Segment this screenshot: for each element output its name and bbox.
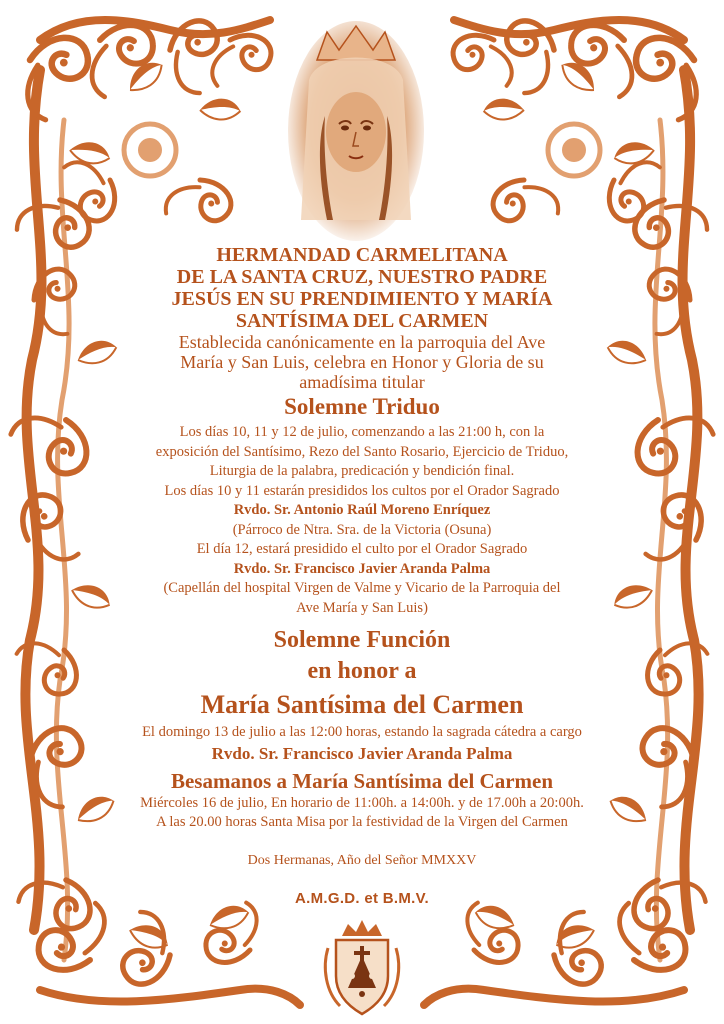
motto: A.M.G.D. et B.M.V. [294, 889, 430, 907]
triduo-line-9: (Capellán del hospital Virgen de Valme y Vicario de la Parroquia del [163, 580, 561, 596]
triduo-preacher-2: Rvdo. Sr. Francisco Javier Aranda Palma [233, 560, 491, 577]
funcion-heading-line-1: Solemne Función [273, 627, 451, 653]
funcion-preacher: Rvdo. Sr. Francisco Javier Aranda Palma [211, 743, 513, 763]
triduo-line-1: Los días 10, 11 y 12 de julio, comenzando a las 21:00 h, con la [179, 424, 545, 440]
triduo-line-7: El día 12, estará presidido el culto por el Orador Sagrado [196, 541, 528, 557]
brotherhood-title-line-2: DE LA SANTA CRUZ, NUESTRO PADRE [176, 266, 548, 288]
besamanos-heading: Besamanos a María Santísima del Carmen [170, 768, 554, 793]
funcion-heading-line-3: María Santísima del Carmen [200, 690, 524, 719]
triduo-line-4: Los días 10 y 11 estarán presididos los cultos por el Orador Sagrado [164, 482, 560, 499]
virgin-portrait-image [287, 20, 425, 242]
brotherhood-title-line-1: HERMANDAD CARMELITANA [216, 244, 508, 266]
triduo-preacher-1: Rvdo. Sr. Antonio Raúl Moreno Enríquez [233, 502, 491, 518]
frame-bottom-left-ornament [33, 890, 300, 1005]
subtitle-line-2: María y San Luis, celebra en Honor y Gloria de su [180, 352, 544, 372]
brotherhood-title-line-3: JESÚS EN SU PRENDIMIENTO Y MARÍA [171, 288, 553, 310]
triduo-line-10: Ave María y San Luis) [296, 599, 428, 616]
triduo-heading: Solemne Triduo [284, 394, 440, 419]
funcion-line: El domingo 13 de julio a las 12:00 horas, estando la sagrada cátedra a cargo [142, 724, 582, 740]
place-date: Dos Hermanas, Año del Señor MMXXV [247, 852, 477, 868]
triduo-line-6: (Párroco de Ntra. Sra. de la Victoria (Osuna) [232, 521, 492, 538]
announcement-text [100, 244, 624, 907]
brotherhood-shield-image [318, 918, 406, 1018]
besamanos-line-1: Miércoles 16 de julio, En horario de 11:00h. a 14:00h. y de 17.00h a 20:00h. [140, 794, 584, 811]
brotherhood-title-line-4: SANTÍSIMA DEL CARMEN [235, 310, 489, 332]
subtitle-line-1: Establecida canónicamente en la parroquia del Ave [178, 332, 546, 352]
triduo-line-3: Liturgia de la palabra, predicación y bendición final. [209, 463, 515, 479]
funcion-heading-line-2: en honor a [307, 658, 417, 684]
besamanos-line-2: A las 20.00 horas Santa Misa por la festividad de la Virgen del Carmen [156, 814, 568, 830]
triduo-line-2: exposición del Santísimo, Rezo del Santo Rosario, Ejercicio de Triduo, [155, 443, 569, 460]
subtitle-line-3: amadísima titular [299, 372, 425, 392]
frame-bottom-right-ornament [424, 890, 691, 1005]
